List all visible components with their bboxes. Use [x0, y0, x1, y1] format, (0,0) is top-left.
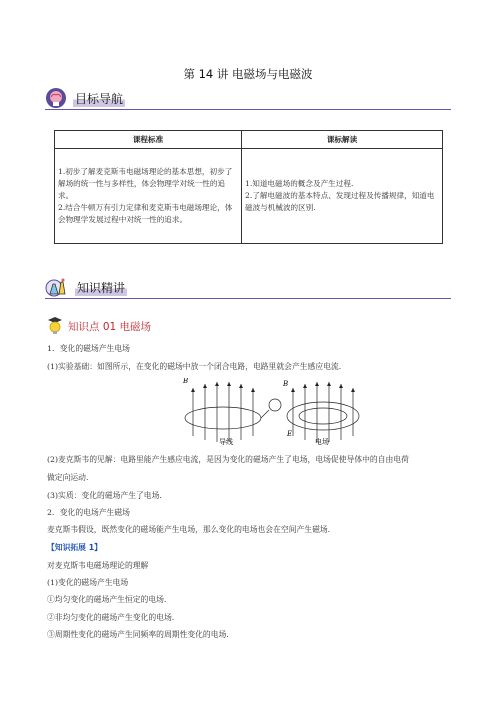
figure-label-field: 电场: [315, 438, 329, 446]
body-text: (1)变化的磁场产生电场: [47, 578, 129, 587]
brain-head-icon: [45, 87, 67, 109]
body-text: 做定向运动.: [47, 473, 89, 482]
knowledge-point-title: 知识点 01 电磁场: [68, 320, 152, 333]
figure-label-b: B: [183, 378, 189, 385]
section-header-goals: [45, 87, 125, 109]
extension-heading: 【知识拓展 1】: [47, 543, 102, 552]
body-text: 对麦克斯韦电磁场理论的理解: [47, 561, 149, 570]
body-text: (3)实质：变化的磁场产生了电场.: [47, 491, 162, 500]
section-title: 目标导航: [75, 91, 124, 106]
list-item: 2.了解电磁波的基本特点、发现过程及传播规律，知道电磁波与机械波的区别.: [245, 191, 435, 212]
list-item: 2.结合牛顿万有引力定律和麦克斯韦电磁场理论，体会物理学发展过程中对统一性的追求。: [58, 203, 233, 224]
section-title: 知识精讲: [77, 280, 126, 295]
body-text: 2．变化的电场产生磁场: [47, 508, 130, 517]
figure-label-wire: 导线: [219, 438, 233, 446]
induction-figure: [183, 378, 363, 446]
list-item: 1.知道电磁场的概念及产生过程.: [245, 179, 354, 188]
table-header: 课程标准: [55, 131, 242, 149]
lightbulb-graduate-icon: [46, 316, 64, 336]
section-divider: [45, 298, 451, 299]
list-item: 1.初步了解麦克斯韦电磁场理论的基本思想，初步了解场的统一性与多样性，体会物理学对统一性的追求。: [58, 167, 233, 200]
figure-label-e: E: [287, 430, 293, 438]
table-cell-standards: [55, 149, 242, 244]
list-item: ①均匀变化的磁场产生恒定的电场.: [47, 595, 167, 604]
body-text: 麦克斯韦假设，既然变化的磁场能产生电场，那么变化的电场也会在空间产生磁场.: [47, 525, 331, 534]
list-item: ②非均匀变化的磁场产生变化的电场.: [47, 613, 175, 622]
page-title: 第 14 讲 电磁场与电磁波: [183, 67, 313, 81]
table-cell-interpretation: [242, 149, 443, 244]
section-divider: [45, 109, 451, 110]
figure-label-b: B: [283, 380, 289, 388]
knowledge-point-heading: [46, 316, 151, 336]
curriculum-table: [54, 130, 443, 244]
body-text: 1．变化的磁场产生电场: [47, 344, 130, 353]
section-header-knowledge: [45, 276, 127, 298]
body-text: (2)麦克斯韦的见解：电路里能产生感应电流，是因为变化的磁场产生了电场，电场促使导体中的自由电荷: [47, 455, 409, 464]
body-text: (1)实验基础：如图所示，在变化的磁场中放一个闭合电路，电路里就会产生感应电流.: [47, 362, 342, 371]
table-header: 课标解读: [242, 131, 443, 149]
flask-icon: [45, 276, 69, 298]
list-item: ③周期性变化的磁场产生同频率的周期性变化的电场.: [47, 630, 229, 639]
